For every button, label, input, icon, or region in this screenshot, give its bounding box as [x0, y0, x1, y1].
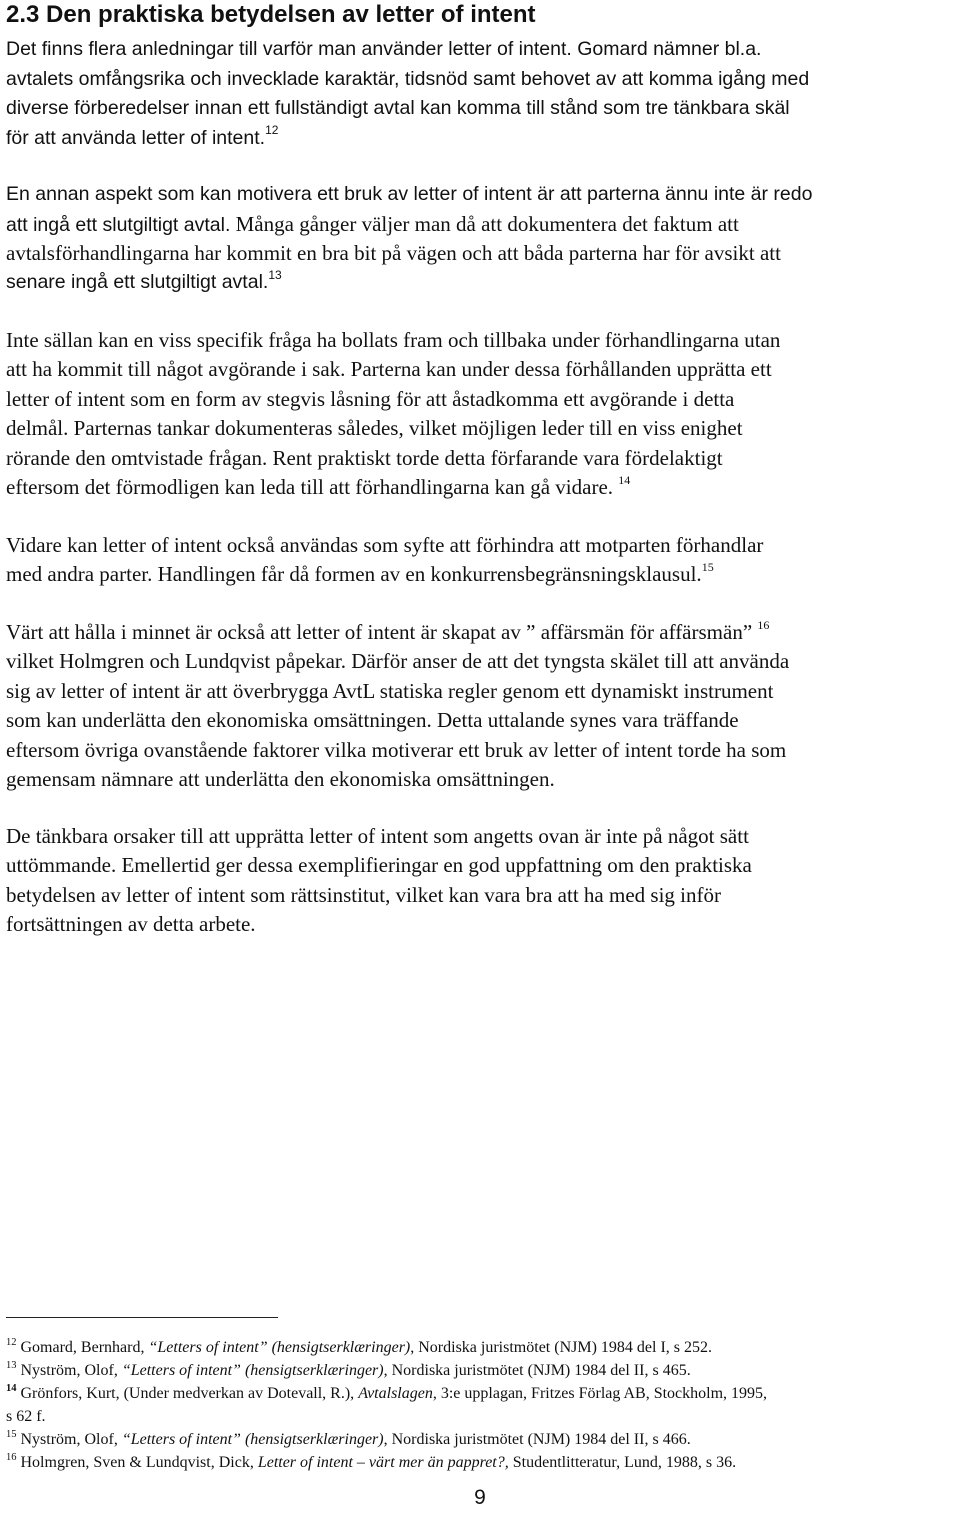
paragraph-line	[6, 268, 950, 298]
footnote-13	[6, 1359, 956, 1382]
paragraph-line: att ha kommit till något avgörande i sak. Parterna kan under dessa förhållanden upprätta ett	[6, 357, 772, 382]
footnote-number: 13	[6, 1359, 17, 1371]
paragraph-3	[6, 326, 950, 502]
paragraph-2-end	[6, 268, 950, 298]
footnote-14-cont: s 62 f.	[6, 1408, 46, 1425]
paragraph-line	[6, 124, 950, 154]
paragraph-line: avtalets omfångsrika och invecklade karaktär, tidsnöd samt behovet av att komma igång med	[6, 67, 810, 90]
paragraph-line: uttömmande. Emellertid ger dessa exemplifieringar en god uppfattning om den praktiska	[6, 853, 752, 878]
paragraph-line	[6, 210, 950, 241]
paragraph-text: Värt att hålla i minnet är också att letter of intent är skapat av ” affärsmän för affärsmän”	[6, 620, 753, 644]
paragraph-line: letter of intent som en form av stegvis låsning för att åstadkomma ett avgörande i detta	[6, 386, 735, 411]
footnote-number: 15	[6, 1428, 17, 1440]
footnote-text: , 3:e upplagan, Fritzes Förlag AB, Stockholm, 1995,	[432, 1385, 768, 1402]
footnote-15	[6, 1428, 956, 1451]
paragraph-line	[6, 560, 950, 589]
page-number: 9	[474, 1486, 486, 1509]
paragraph-line: rörande den omtvistade frågan. Rent praktiskt torde detta förfarande vara fördelaktigt	[6, 445, 723, 470]
paragraph-line	[6, 618, 950, 647]
paragraph-6	[6, 822, 950, 940]
paragraph-line: som kan underlätta den ekonomiska omsättningen. Detta uttalande synes vara träffande	[6, 708, 739, 733]
paragraph-line: eftersom övriga ovanstående faktorer vilka motiverar ett bruk av letter of intent torde ha som	[6, 737, 787, 762]
paragraph-line: fortsättningen av detta arbete.	[6, 912, 256, 937]
paragraph-line: gemensam nämnare att underlätta den ekonomiska omsättningen.	[6, 767, 555, 792]
footnote-ref: 14	[618, 473, 631, 488]
paragraph-line: sig av letter of intent är att överbrygga AvtL statiska regler genom ett dynamiskt instrument	[6, 678, 774, 703]
paragraph-line: Vidare kan letter of intent också användas som syfte att förhindra att motparten förhandlar	[6, 533, 764, 557]
footnote-number: 12	[6, 1336, 17, 1348]
footnotes	[6, 1336, 956, 1474]
section-heading: 2.3 Den praktiska betydelsen av letter of intent	[6, 1, 536, 28]
footnote-12	[6, 1336, 956, 1359]
footnote-text: Gomard, Bernhard,	[16, 1339, 149, 1356]
paragraph-line: diverse förberedelser innan ett fullständigt avtal kan komma till stånd som tre tänkbara skäl	[6, 97, 790, 119]
paragraph-text: Många gånger väljer man då att dokumentera det faktum att	[230, 211, 739, 236]
footnote-title: Letter of intent – värt mer än pappret?,	[257, 1454, 509, 1471]
paragraph-2-cont	[6, 239, 950, 268]
paragraph-4	[6, 531, 950, 590]
footnote-text: Holmgren, Sven & Lundqvist, Dick,	[16, 1454, 258, 1471]
footnote-ref: 13	[268, 267, 282, 282]
footnote-number: 14	[6, 1382, 17, 1394]
footnote-text: , Nordiska juristmötet (NJM) 1984 del II, s 465.	[383, 1362, 691, 1379]
paragraph-line	[6, 473, 950, 502]
paragraph-2	[6, 180, 950, 240]
paragraph-text: för att använda letter of intent.	[6, 126, 266, 149]
footnote-text: Nyström, Olof,	[16, 1362, 122, 1379]
footnote-text: Grönfors, Kurt, (Under medverkan av Dotevall, R.),	[16, 1385, 359, 1402]
paragraph-line: Det finns flera anledningar till varför man använder letter of intent. Gomard nämner bl.a.	[6, 38, 762, 60]
footnote-title: “Letters of intent” (hensigtserklæringer)	[121, 1431, 384, 1448]
footnote-text: Studentlitteratur, Lund, 1988, s 36.	[508, 1454, 737, 1471]
footnote-16	[6, 1451, 956, 1474]
footnote-text: , Nordiska juristmötet (NJM) 1984 del II, s 466.	[383, 1431, 691, 1448]
paragraph-text: med andra parter. Handlingen får då formen av en konkurrensbegränsningsklausul.	[6, 562, 702, 587]
paragraph-line: vilket Holmgren och Lundqvist påpekar. Därför anser de att det tyngsta skälet till att använda	[6, 649, 790, 674]
footnote-14	[6, 1382, 956, 1405]
footnote-text: Nyström, Olof,	[16, 1431, 122, 1448]
paragraph-line: avtalsförhandlingarna har kommit en bra bit på vägen och att båda parterna har för avsikt att	[6, 241, 781, 265]
footnote-ref: 15	[701, 560, 714, 575]
paragraph-line: De tänkbara orsaker till att upprätta letter of intent som angetts ovan är inte på något sätt	[6, 824, 749, 848]
paragraph-line: Inte sällan kan en viss specifik fråga ha bollats fram och tillbaka under förhandlingarna utan	[6, 328, 781, 352]
footnote-title: Avtalslagen	[358, 1385, 433, 1402]
paragraph-5	[6, 618, 950, 794]
paragraph-text: eftersom det förmodligen kan leda till att förhandlingarna kan gå vidare.	[6, 475, 614, 500]
footnote-ref: 16	[757, 618, 770, 632]
paragraph-line: En annan aspekt som kan motivera ett bruk av letter of intent är att parterna ännu inte är redo	[6, 183, 813, 205]
footnote-title: “Letters of intent” (hensigtserklæringer)	[121, 1362, 384, 1379]
footnote-text: , Nordiska juristmötet (NJM) 1984 del I, s 252.	[410, 1339, 712, 1356]
paragraph-1	[6, 35, 950, 153]
footnote-divider	[6, 1317, 278, 1318]
footnote-title: “Letters of intent” (hensigtserklæringer)	[148, 1339, 411, 1356]
footnote-ref: 12	[265, 123, 279, 137]
paragraph-line: betydelsen av letter of intent som rättsinstitut, vilket kan vara bra att ha med sig inför	[6, 882, 721, 907]
paragraph-text: senare ingå ett slutgiltigt avtal.	[6, 271, 269, 293]
paragraph-text: att ingå ett slutgiltigt avtal.	[6, 213, 231, 236]
footnote-number: 16	[6, 1451, 17, 1463]
paragraph-line: delmål. Parternas tankar dokumenteras således, vilket möjligen leder till en viss enighet	[6, 416, 743, 441]
